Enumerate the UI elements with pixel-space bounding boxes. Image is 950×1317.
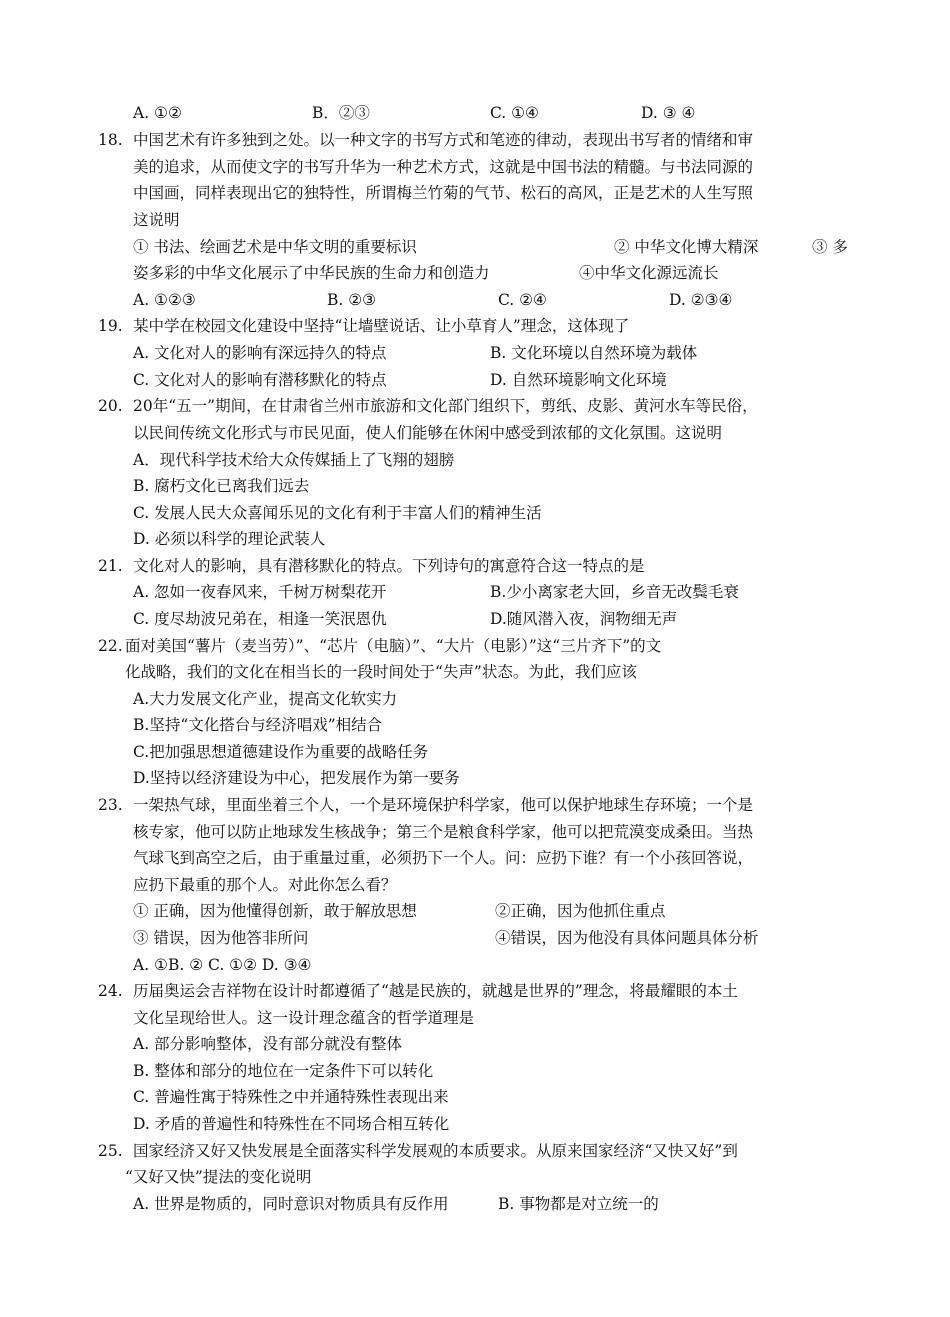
question-21-stem: 文化对人的影响，具有潜移默化的特点。下列诗句的寓意符合这一特点的是 <box>133 557 645 575</box>
question-25-stem-line-2: “又好又快”提法的变化说明 <box>125 1168 312 1186</box>
question-19-option-d: D. 自然环境影响文化环境 <box>490 371 667 389</box>
option-a: A. ①②③ <box>133 291 196 309</box>
question-18-number: 18. <box>98 131 123 149</box>
question-20-number: 20. <box>98 397 123 415</box>
question-22-stem-line-2: 化战略，我们的文化在相当长的一段时间处于“失声”状态。为此，我们应该 <box>125 663 637 681</box>
question-20-option-c: C. 发展人民大众喜闻乐见的文化有利于丰富人们的精神生活 <box>133 504 542 522</box>
question-18-stem-line-3: 中国画，同样表现出它的独特性，所谓梅兰竹菊的气节、松石的高风，正是艺术的人生写照 <box>133 184 754 202</box>
question-22-stem-line-1: 面对美国“薯片（麦当劳）”、“芯片（电脑）”、“大片（电影）”这“三片齐下”的文 <box>125 637 662 655</box>
question-21-number: 21. <box>98 557 123 575</box>
question-18-stem-line-4: 这说明 <box>133 211 180 229</box>
question-23-stem-line-1: 一架热气球，里面坐着三个人，一个是环境保护科学家，他可以保护地球生存环境；一个是 <box>133 796 754 814</box>
question-23-stem-line-2: 核专家，他可以防止地球发生核战争；第三个是粮食科学家，他可以把荒漠变成桑田。当热 <box>133 823 754 841</box>
option-c: C. ②④ <box>498 291 547 309</box>
question-22-option-c: C.把加强思想道德建设作为重要的战略任务 <box>133 743 429 761</box>
question-24-option-b: B. 整体和部分的地位在一定条件下可以转化 <box>133 1062 434 1080</box>
option-b: B. ②③ <box>327 291 377 309</box>
question-23-stem-line-4: 应扔下最重的那个人。对此你怎么看？ <box>133 876 397 894</box>
question-18-statement-2: ② 中华文化博大精深 <box>614 238 759 256</box>
question-22-option-a: A.大力发展文化产业，提高文化软实力 <box>133 690 398 708</box>
question-19-option-a: A. 文化对人的影响有深远持久的特点 <box>133 344 387 362</box>
question-25-option-b: B. 事物都是对立统一的 <box>498 1195 659 1213</box>
question-23-stem-line-3: 气球飞到高空之后，由于重量过重，必须扔下一个人。问：应扔下谁？有一个小孩回答说， <box>133 849 754 867</box>
option-c: C. ①④ <box>490 104 539 122</box>
question-18-statement-3-start: ③ 多 <box>812 238 848 256</box>
question-22-number: 22. <box>98 637 123 655</box>
question-18-statement-4: ④中华文化源远流长 <box>579 264 719 282</box>
option-d: D. ③ ④ <box>641 104 696 122</box>
option-a: A. ①② <box>133 104 182 122</box>
question-18-stem-line-2: 美的追求，从而使文字的书写升华为一种艺术方式，这就是中国书法的精髓。与书法同源的 <box>133 158 754 176</box>
question-22-option-b: B.坚持“文化搭台与经济唱戏”相结合 <box>133 716 383 734</box>
question-22-option-d: D.坚持以经济建设为中心，把发展作为第一要务 <box>133 769 460 787</box>
question-21-option-d: D.随风潜入夜，润物细无声 <box>490 610 678 628</box>
question-23-options: A. ①B. ② C. ①② D. ③④ <box>133 956 312 974</box>
question-19-stem: 某中学在校园文化建设中坚持“让墙壁说话、让小草育人”理念，这体现了 <box>133 317 630 335</box>
question-23-statement-1: ① 正确，因为他懂得创新，敢于解放思想 <box>133 902 417 920</box>
question-18-statement-3-end: 姿多彩的中华文化展示了中华民族的生命力和创造力 <box>133 264 490 282</box>
question-18-statement-1: ① 书法、绘画艺术是中华文明的重要标识 <box>133 238 417 256</box>
question-18-stem-line-1: 中国艺术有许多独到之处。以一种文字的书写方式和笔迹的律动，表现出书写者的情绪和审 <box>133 131 754 149</box>
question-23-number: 23. <box>98 796 123 814</box>
question-20-option-a: A．现代科学技术给大众传媒插上了飞翔的翅膀 <box>133 451 455 469</box>
question-24-option-a: A. 部分影响整体，没有部分就没有整体 <box>133 1035 403 1053</box>
question-19-number: 19. <box>98 317 123 335</box>
question-24-stem-line-1: 历届奥运会吉祥物在设计时都遵循了“越是民族的，就越是世界的”理念，将最耀眼的本土 <box>133 982 738 1000</box>
option-b: B．②③ <box>312 104 370 122</box>
question-25-stem-line-1: 国家经济又好又快发展是全面落实科学发展观的本质要求。从原来国家经济“又快又好”到 <box>133 1142 738 1160</box>
question-23-statement-4: ④错误，因为他没有具体问题具体分析 <box>495 929 759 947</box>
question-19-option-c: C. 文化对人的影响有潜移默化的特点 <box>133 371 387 389</box>
question-24-stem-line-2: 文化呈现给世人。这一设计理念蕴含的哲学道理是 <box>133 1009 475 1027</box>
question-20-option-d: D. 必须以科学的理论武装人 <box>133 530 326 548</box>
question-21-option-a: A. 忽如一夜春风来，千树万树梨花开 <box>133 583 387 601</box>
question-20-stem-line-2: 以民间传统文化形式与市民见面，使人们能够在休闲中感受到浓郁的文化氛围。这说明 <box>133 424 723 442</box>
question-23-statement-3: ③ 错误，因为他答非所问 <box>133 929 309 947</box>
question-20-option-b: B. 腐朽文化已离我们远去 <box>133 477 310 495</box>
question-25-option-a: A. 世界是物质的，同时意识对物质具有反作用 <box>133 1195 449 1213</box>
question-24-option-c: C. 普遍性寓于特殊性之中并通特殊性表现出来 <box>133 1088 449 1106</box>
option-d: D. ②③④ <box>669 291 733 309</box>
question-24-number: 24. <box>98 982 123 1000</box>
question-19-option-b: B. 文化环境以自然环境为载体 <box>490 344 698 362</box>
question-21-option-c: C. 度尽劫波兄弟在，相逢一笑泯恩仇 <box>133 610 387 628</box>
question-23-statement-2: ②正确，因为他抓住重点 <box>495 902 666 920</box>
question-20-stem-line-1: 20年“五一”期间，在甘肃省兰州市旅游和文化部门组织下，剪纸、皮影、黄河水车等民俗， <box>133 397 758 415</box>
question-25-number: 25. <box>98 1142 123 1160</box>
question-21-option-b: B.少小离家老大回，乡音无改鬓毛衰 <box>490 583 739 601</box>
question-24-option-d: D. 矛盾的普遍性和特殊性在不同场合相互转化 <box>133 1115 450 1133</box>
